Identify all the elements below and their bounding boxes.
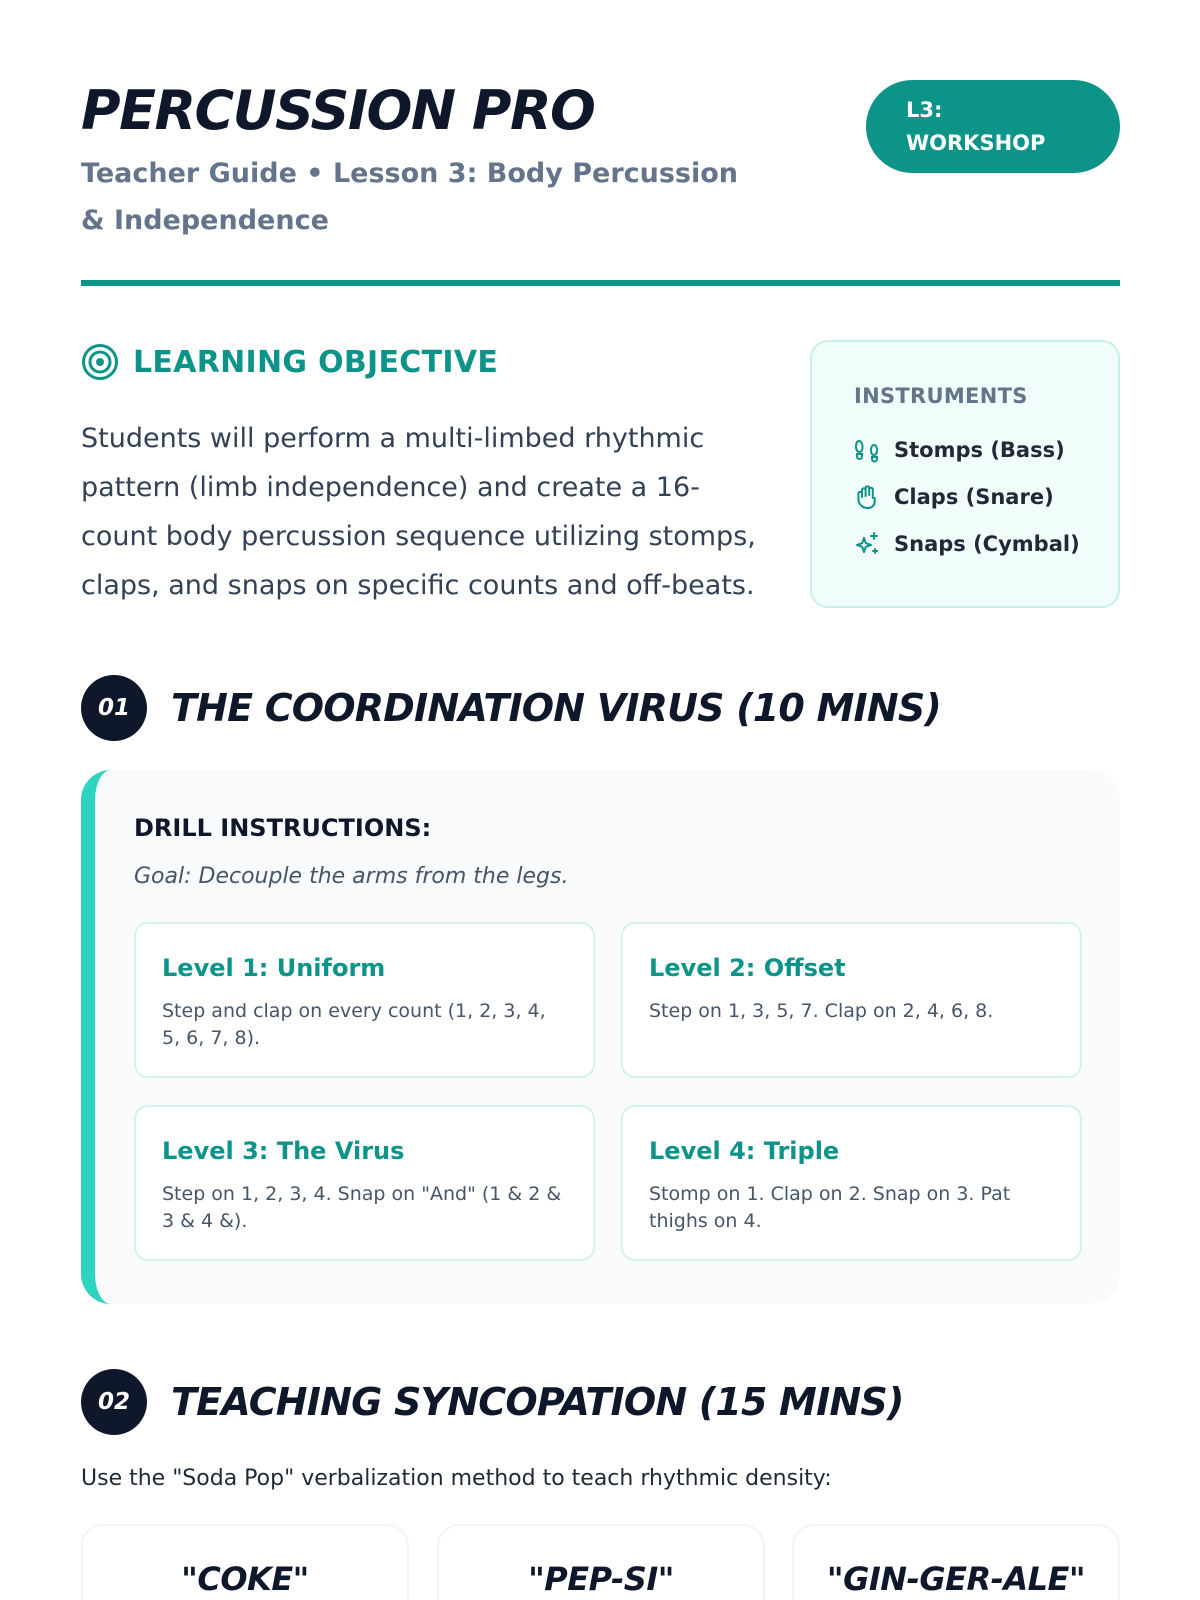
instrument-item-stomps <box>854 426 1118 473</box>
section-number-badge: 02 <box>81 1369 147 1435</box>
section-title: THE COORDINATION VIRUS (10 MINS) <box>171 686 941 730</box>
target-icon <box>81 343 119 381</box>
level-text: Step on 1, 3, 5, 7. Clap on 2, 4, 6, 8. <box>649 1000 994 1022</box>
soda-word: "GIN-GER-ALE" <box>826 1560 1086 1598</box>
section-title: TEACHING SYNCOPATION (15 MINS) <box>171 1380 904 1424</box>
sparkles-icon <box>854 531 880 557</box>
soda-word: "COKE" <box>181 1560 309 1598</box>
header-divider <box>81 280 1120 286</box>
objective-title: LEARNING OBJECTIVE <box>133 344 499 380</box>
instrument-label: Claps (Snare) <box>894 484 1054 509</box>
level-title: Level 3: The Virus <box>162 1137 405 1165</box>
level-card-3 <box>134 1105 595 1261</box>
section-1-header <box>81 675 941 741</box>
level-text: Step and clap on every count (1, 2, 3, 4, 5, 6, 7, 8). <box>162 1000 546 1049</box>
badge-line-1: L3: <box>906 98 943 122</box>
objective-text: Students will perform a multi-limbed rhythmic pattern (limb independence) and create a 16-count body percussion sequence utilizing stomps, claps, and snaps on specific counts and off-beats. <box>81 423 756 601</box>
instrument-item-snaps <box>854 520 1118 567</box>
soda-card-coke <box>81 1524 409 1600</box>
instruments-panel <box>810 340 1120 608</box>
lesson-page <box>81 0 1120 1600</box>
soda-word: "PEP-SI" <box>528 1560 674 1598</box>
level-card-4 <box>621 1105 1082 1261</box>
drill-card <box>81 770 1120 1304</box>
section-number-badge: 01 <box>81 675 147 741</box>
instrument-label: Snaps (Cymbal) <box>894 531 1080 556</box>
level-title: Level 4: Triple <box>649 1137 840 1165</box>
lesson-badge <box>866 80 1120 173</box>
level-text: Stomp on 1. Clap on 2. Snap on 3. Pat thighs on 4. <box>649 1183 1011 1232</box>
level-title: Level 2: Offset <box>649 954 846 982</box>
instruments-title: INSTRUMENTS <box>854 384 1028 408</box>
footprints-icon <box>854 437 880 463</box>
drill-title: DRILL INSTRUCTIONS: <box>134 814 432 842</box>
level-card-2 <box>621 922 1082 1078</box>
objective-header <box>81 340 498 384</box>
syncopation-intro: Use the "Soda Pop" verbalization method to teach rhythmic density: <box>81 1466 832 1491</box>
soda-card-gin-ger-ale <box>792 1524 1120 1600</box>
instrument-label: Stomps (Bass) <box>894 437 1065 462</box>
level-text: Step on 1, 2, 3, 4. Snap on "And" (1 & 2 & 3 & 4 &). <box>162 1183 562 1232</box>
section-2-header <box>81 1369 904 1435</box>
badge-line-2: WORKSHOP <box>906 131 1046 155</box>
instrument-item-claps <box>854 473 1118 520</box>
soda-card-pepsi <box>437 1524 765 1600</box>
page-title: PERCUSSION PRO <box>81 79 595 142</box>
hand-icon <box>854 484 880 510</box>
level-card-1 <box>134 922 595 1078</box>
page-subtitle: Teacher Guide • Lesson 3: Body Percussion & Independence <box>81 158 739 236</box>
drill-goal: Goal: Decouple the arms from the legs. <box>134 864 569 889</box>
level-title: Level 1: Uniform <box>162 954 386 982</box>
